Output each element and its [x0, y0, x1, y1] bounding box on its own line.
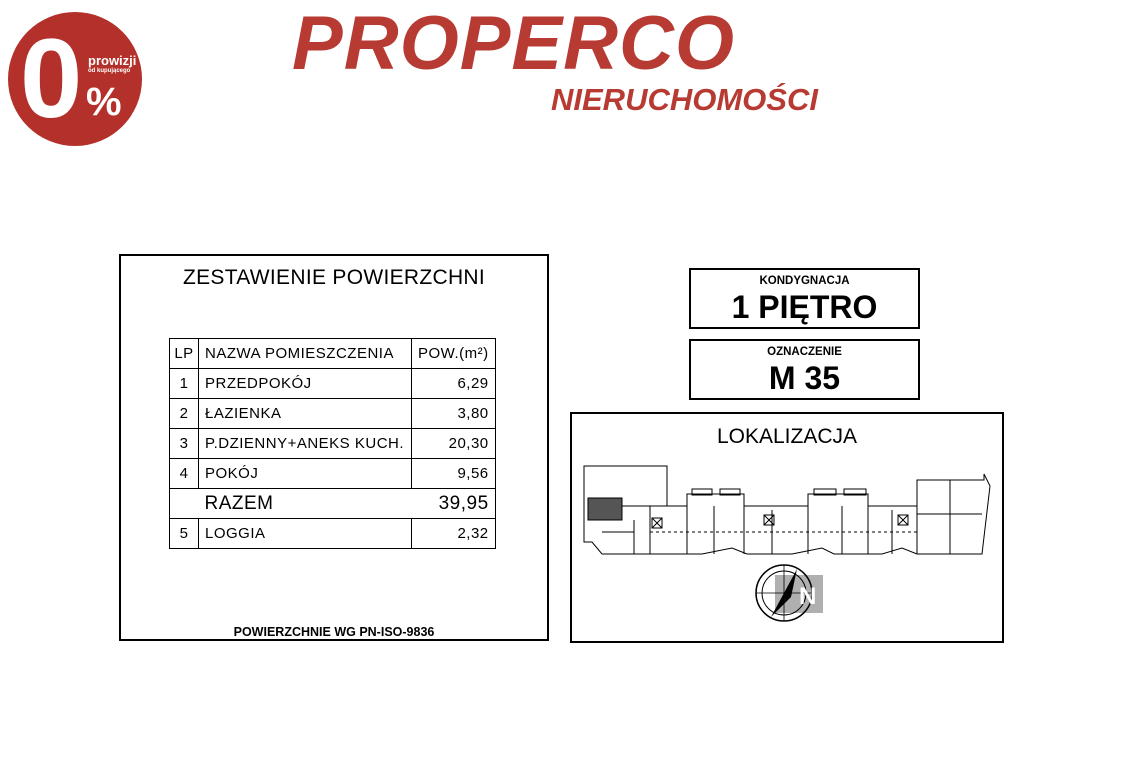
row-area: 6,29 [412, 369, 496, 399]
table-row [170, 429, 496, 459]
table-header-row [170, 339, 496, 369]
badge-percent: % [86, 80, 122, 124]
row-name: P.DZIENNY+ANEKS KUCH. [199, 429, 412, 459]
zero-commission-badge [8, 12, 142, 146]
row-area: 9,56 [412, 459, 496, 489]
row-lp: 5 [170, 519, 199, 549]
row-lp: 4 [170, 459, 199, 489]
badge-line1: prowizji [88, 53, 137, 68]
areas-table [169, 338, 496, 549]
table-row [170, 459, 496, 489]
total-lp [170, 489, 199, 519]
floor-value: 1 PIĘTRO [731, 289, 878, 325]
row-name: ŁAZIENKA [199, 399, 412, 429]
north-compass-icon [756, 565, 823, 621]
row-area: 3,80 [412, 399, 496, 429]
floor-label: KONDYGNACJA [759, 275, 850, 287]
header-area: POW.(m²) [412, 339, 496, 369]
areas-title: ZESTAWIENIE POWIERZCHNI [182, 266, 486, 289]
row-name: PRZEDPOKÓJ [199, 369, 412, 399]
row-name: LOGGIA [199, 519, 412, 549]
unit-id-box [689, 339, 920, 400]
header-lp: LP [170, 339, 199, 369]
total-area: 39,95 [412, 489, 496, 519]
row-lp: 3 [170, 429, 199, 459]
total-label: RAZEM [199, 489, 412, 519]
building-plan-map [572, 414, 1002, 641]
header-name: NAZWA POMIESZCZENIA [199, 339, 412, 369]
badge-zero: 0 [20, 16, 79, 141]
row-lp: 1 [170, 369, 199, 399]
row-lp: 2 [170, 399, 199, 429]
brand-subtitle: NIERUCHOMOŚCI [551, 82, 818, 117]
brand-logo: PROPERCO [292, 1, 735, 86]
table-row [170, 369, 496, 399]
highlighted-unit [588, 498, 622, 520]
row-area: 20,30 [412, 429, 496, 459]
location-box [570, 412, 1004, 643]
unit-id-label: OZNACZENIE [767, 346, 842, 358]
location-title: LOKALIZACJA [716, 425, 858, 448]
row-name: POKÓJ [199, 459, 412, 489]
floor-box [689, 268, 920, 329]
table-row [170, 399, 496, 429]
areas-footer-note: POWIERZCHNIE WG PN-ISO-9836 [233, 625, 435, 639]
badge-line2: od kupującego [88, 68, 131, 74]
row-area: 2,32 [412, 519, 496, 549]
table-row [170, 519, 496, 549]
compass-letter: N [799, 583, 817, 610]
total-row [170, 489, 496, 519]
unit-id-value: M 35 [768, 360, 841, 396]
areas-summary-box [119, 254, 549, 641]
